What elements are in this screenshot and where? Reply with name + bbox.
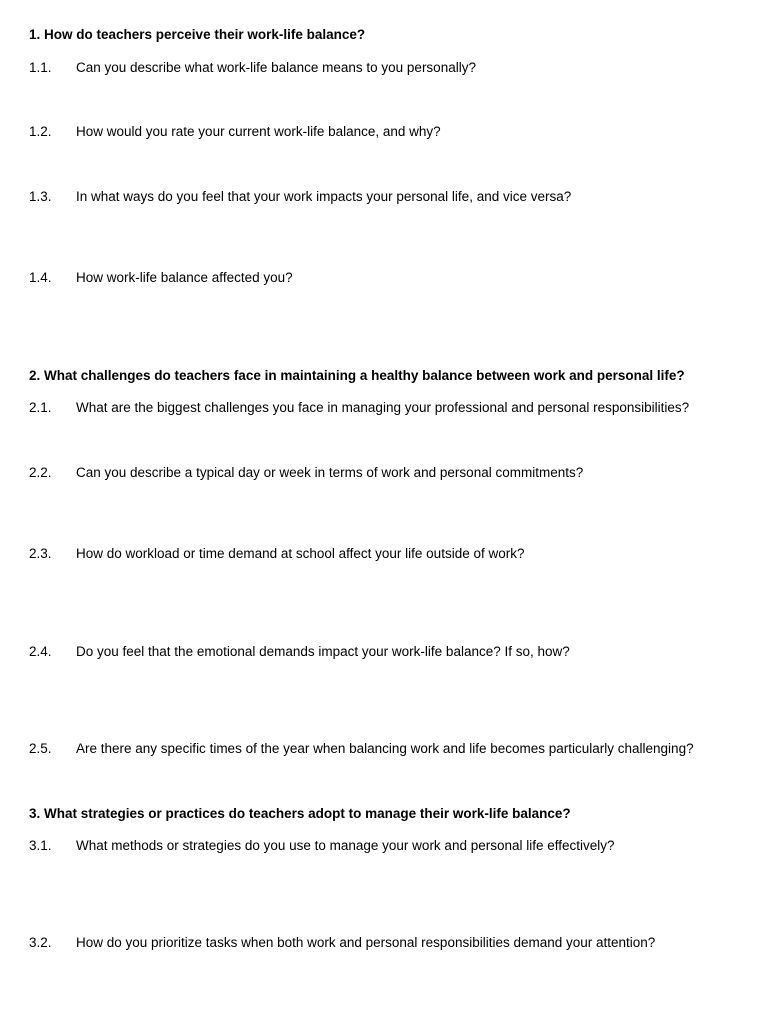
question-text: Are there any specific times of the year when balancing work and life becomes particularly challenging? — [76, 741, 694, 756]
question-3-2 — [29, 935, 758, 951]
question-text: How do workload or time demand at school affect your life outside of work? — [76, 546, 525, 561]
question-1-1 — [29, 60, 758, 76]
question-1-4 — [29, 270, 758, 286]
question-number: 1.1. — [29, 60, 52, 75]
question-text: What methods or strategies do you use to manage your work and personal life effectively? — [76, 838, 615, 853]
question-number: 2.2. — [29, 465, 52, 480]
question-text: How do you prioritize tasks when both work and personal responsibilities demand your attention? — [76, 935, 656, 950]
question-1-3 — [29, 189, 758, 205]
question-text: How work-life balance affected you? — [76, 270, 293, 285]
question-text: In what ways do you feel that your work impacts your personal life, and vice versa? — [76, 189, 572, 204]
question-number: 2.1. — [29, 400, 52, 415]
question-number: 1.3. — [29, 189, 52, 204]
question-text: What are the biggest challenges you face in managing your professional and personal responsibilities? — [76, 400, 690, 415]
question-number: 2.5. — [29, 741, 52, 756]
question-2-2 — [29, 465, 758, 481]
question-text: Can you describe a typical day or week in terms of work and personal commitments? — [76, 465, 584, 480]
question-2-1 — [29, 400, 758, 416]
question-number: 2.4. — [29, 644, 52, 659]
section-2-heading: 2. What challenges do teachers face in maintaining a healthy balance between work and personal life? — [29, 368, 685, 383]
question-number: 3.1. — [29, 838, 52, 853]
question-text: How would you rate your current work-life balance, and why? — [76, 124, 441, 139]
question-3-1 — [29, 838, 758, 854]
question-2-3 — [29, 546, 758, 562]
question-number: 1.4. — [29, 270, 52, 285]
question-number: 3.2. — [29, 935, 52, 950]
section-1-heading: 1. How do teachers perceive their work-life balance? — [29, 27, 366, 42]
question-2-4 — [29, 644, 758, 660]
section-3-heading: 3. What strategies or practices do teachers adopt to manage their work-life balance? — [29, 806, 571, 821]
question-text: Can you describe what work-life balance means to you personally? — [76, 60, 476, 75]
question-number: 1.2. — [29, 124, 52, 139]
question-2-5 — [29, 741, 758, 757]
question-1-2 — [29, 124, 758, 140]
question-number: 2.3. — [29, 546, 52, 561]
question-text: Do you feel that the emotional demands impact your work-life balance? If so, how? — [76, 644, 570, 659]
